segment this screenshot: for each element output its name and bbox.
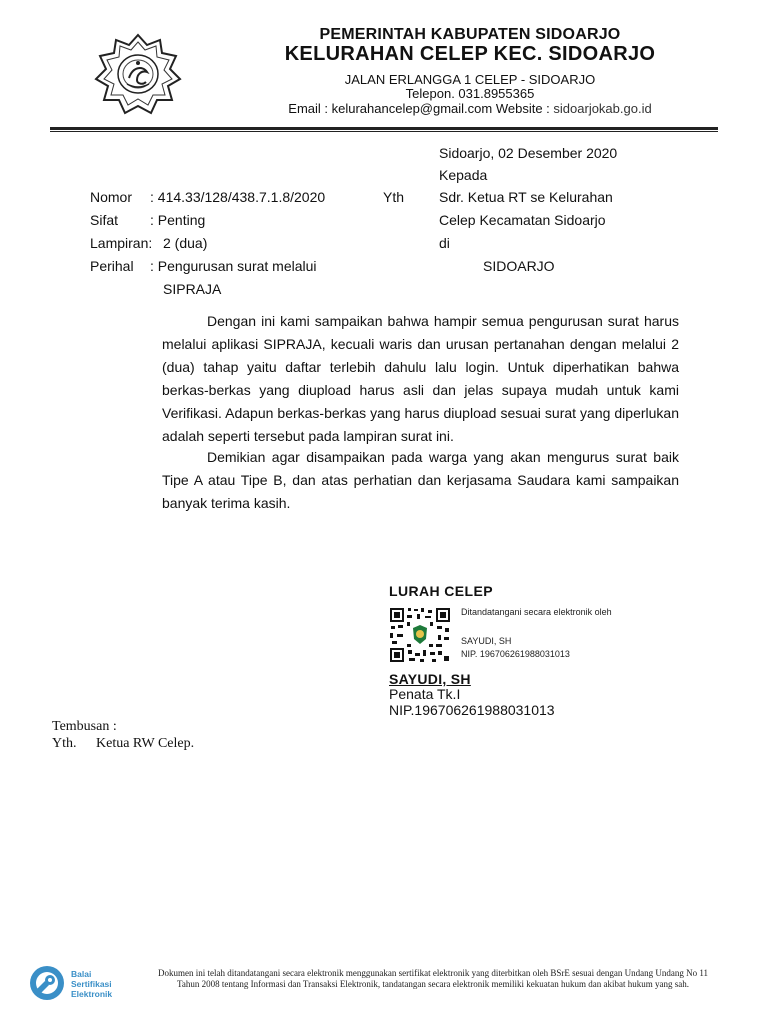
- sifat-label: Sifat: [90, 212, 119, 228]
- recipient-line-2: Celep Kecamatan Sidoarjo: [439, 212, 606, 228]
- tembusan-yth: Yth.: [52, 736, 77, 751]
- perihal-value-line-1: : Pengurusan surat melalui: [150, 258, 317, 274]
- to-label: Kepada: [439, 167, 488, 183]
- perihal-label: Perihal: [90, 258, 134, 274]
- esign-caption: Ditandatangani secara elektronik oleh: [461, 607, 612, 617]
- sifat-value: : Penting: [150, 212, 206, 228]
- government-name: PEMERINTAH KABUPATEN SIDOARJO: [319, 26, 621, 43]
- body-paragraph-1: [162, 310, 679, 448]
- esign-nip: NIP. 196706261988031013: [461, 649, 570, 659]
- recipient-line-1: Sdr. Ketua RT se Kelurahan: [439, 189, 613, 205]
- signatory-name: SAYUDI, SH: [389, 671, 471, 687]
- bsre-text-line-3: Elektronik: [71, 989, 113, 999]
- body-paragraph-2-text: Demikian agar disampaikan pada warga yang akan mengurus surat baik Tipe A atau Tipe B, dan atas perhatian dan kerjasama Saudara kami sampaikan banyak terima kasih.: [162, 449, 679, 511]
- office-contact: [190, 101, 750, 116]
- recipient-city: SIDOARJO: [483, 258, 555, 274]
- yth-label: Yth: [383, 189, 405, 205]
- body-paragraph-2: [162, 446, 679, 515]
- perihal-value-line-2: SIPRAJA: [163, 281, 222, 297]
- recipient-di: di: [439, 235, 450, 251]
- letterhead-divider-thin: [50, 131, 718, 132]
- email-text: Email : kelurahancelep@gmail.com Website :: [288, 101, 554, 116]
- signatory-rank: Penata Tk.I: [389, 686, 461, 702]
- esign-name: SAYUDI, SH: [461, 636, 512, 646]
- lampiran-value: 2 (dua): [163, 235, 208, 251]
- body-paragraph-1-text: Dengan ini kami sampaikan bahwa hampir semua pengurusan surat harus melalui aplikasi SIPRAJA, kecuali waris dan urusan pertanahan dengan melalui 2 (dua) tahap yaitu daftar terlebih dahulu lalu login. Untuk diperhatikan bahwa berkas-berkas yang diupload harus asli dan jelas supaya mudah untuk kami Verifikasi. Adapun berkas-berkas yang harus diupload sesuai surat yang diperlukan adalah seperti tersebut pada lampiran surat ini.: [162, 313, 679, 444]
- letterhead-divider-thick: [50, 127, 718, 130]
- website-link[interactable]: sidoarjokab.go.id: [553, 101, 652, 116]
- bsre-text-line-1: Balai: [71, 969, 92, 979]
- office-address: JALAN ERLANGGA 1 CELEP - SIDOARJO: [344, 72, 596, 87]
- tembusan-label: Tembusan :: [52, 719, 117, 734]
- tembusan-recipient: Ketua RW Celep.: [96, 736, 195, 751]
- signatory-title: LURAH CELEP: [389, 583, 493, 599]
- bsre-text-line-2: Sertifikasi: [71, 979, 112, 989]
- signatory-nip: NIP.196706261988031013: [389, 702, 555, 718]
- nomor-value: : 414.33/128/438.7.1.8/2020: [150, 189, 326, 205]
- office-name: KELURAHAN CELEP KEC. SIDOARJO: [284, 43, 656, 65]
- lampiran-label: Lampiran:: [90, 235, 153, 251]
- office-phone: Telepon. 031.8955365: [405, 86, 535, 101]
- bsre-logo-icon: [28, 964, 66, 1002]
- nomor-label: Nomor: [90, 189, 133, 205]
- esign-legal-notice: Dokumen ini telah ditandatangani secara elektronik menggunakan sertifikat elektronik yang diterbitkan oleh BSrE sesuai dengan Undang Undang No 11 Tahun 2008 tentang Informasi dan Transaksi Elektronik, tandatangan secara elektronik memiliki kekuatan hukum dan akibat hukum yang sah.: [157, 968, 708, 989]
- place-date: Sidoarjo, 02 Desember 2020: [439, 145, 618, 161]
- qr-code: [388, 606, 452, 664]
- kabupaten-sidoarjo-emblem: [93, 32, 183, 118]
